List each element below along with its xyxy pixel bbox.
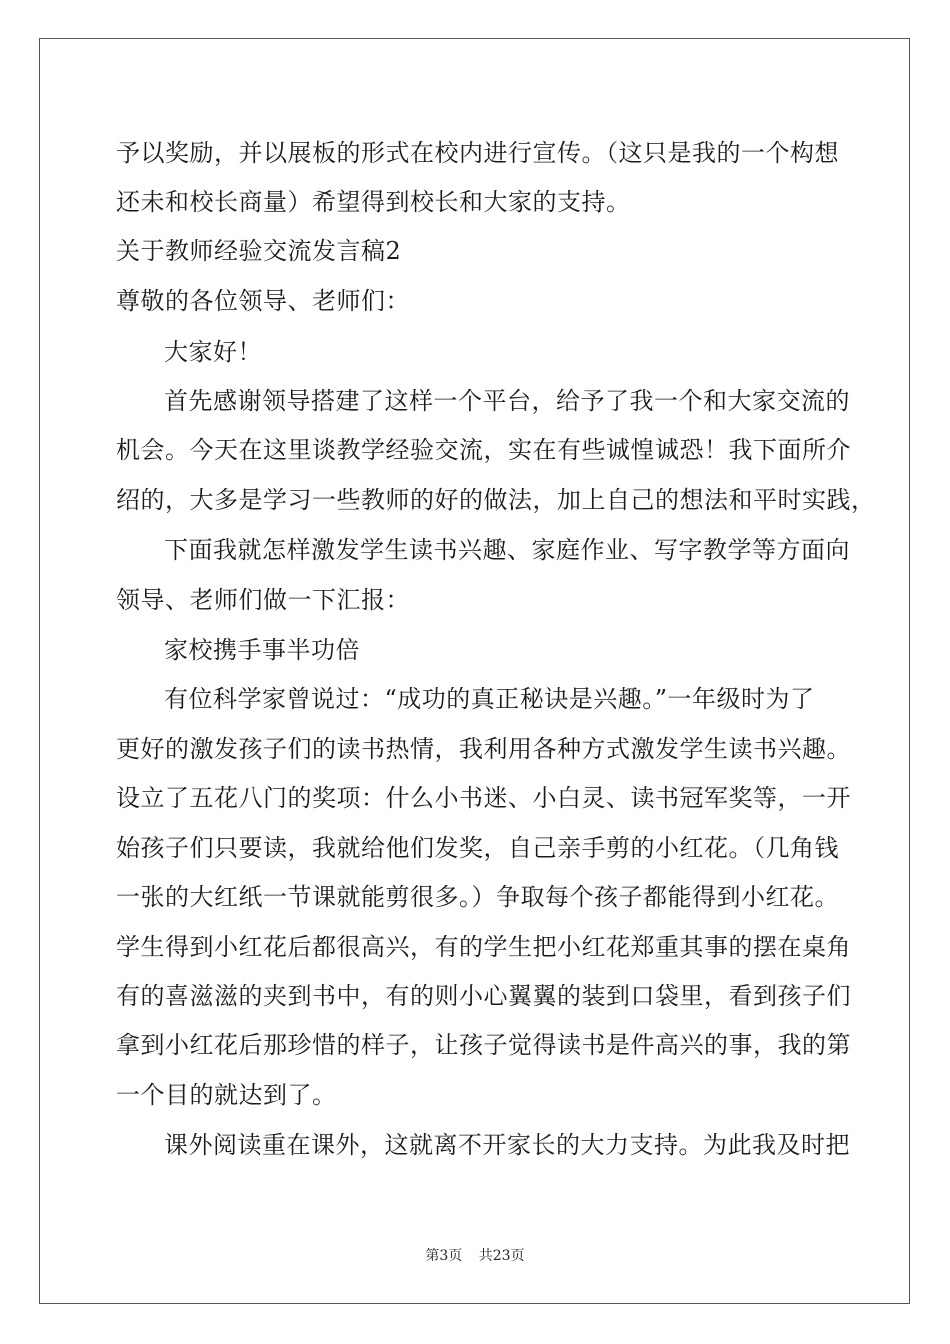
text-line: 予以奖励，并以展板的形式在校内进行宣传。（这只是我的一个构想 — [116, 139, 839, 167]
page-border — [39, 38, 910, 1304]
section-heading: 关于教师经验交流发言稿2 — [116, 237, 402, 265]
text-line: 拿到小红花后那珍惜的样子，让孩子觉得读书是件高兴的事，我的第 — [116, 1031, 851, 1059]
text-line: 有位科学家曾说过：“成功的真正秘诀是兴趣。”一年级时为了 — [164, 685, 815, 713]
text-line: 一个目的就达到了。 — [116, 1081, 337, 1109]
text-line: 绍的，大多是学习一些教师的好的做法，加上自己的想法和平时实践， — [116, 486, 876, 514]
greeting: 大家好！ — [164, 338, 262, 366]
page-number: 第3页 — [425, 1248, 463, 1264]
page-total: 共23页 — [478, 1248, 525, 1264]
text-line: 有的喜滋滋的夹到书中，有的则小心翼翼的装到口袋里，看到孩子们 — [116, 982, 851, 1010]
text-line: 下面我就怎样激发学生读书兴趣、家庭作业、写字教学等方面向 — [164, 536, 850, 564]
text-line: 设立了五花八门的奖项：什么小书迷、小白灵、读书冠军奖等，一开 — [116, 784, 851, 812]
text-line: 始孩子们只要读，我就给他们发奖，自己亲手剪的小红花。（几角钱 — [116, 834, 839, 862]
text-line: 首先感谢领导搭建了这样一个平台，给予了我一个和大家交流的 — [164, 387, 850, 415]
text-line: 还未和校长商量）希望得到校长和大家的支持。 — [116, 188, 631, 216]
text-line: 学生得到小红花后都很高兴，有的学生把小红花郑重其事的摆在桌角 — [116, 933, 851, 961]
text-line: 机会。今天在这里谈教学经验交流，实在有些诚惶诚恐！我下面所介 — [116, 436, 851, 464]
page-footer — [0, 1245, 950, 1265]
subheading: 家校携手事半功倍 — [164, 636, 360, 664]
text-line: 更好的激发孩子们的读书热情，我利用各种方式激发学生读书兴趣。 — [116, 735, 851, 763]
text-line: 领导、老师们做一下汇报： — [116, 586, 410, 614]
text-line: 课外阅读重在课外，这就离不开家长的大力支持。为此我及时把 — [164, 1131, 850, 1159]
text-line: 一张的大红纸一节课就能剪很多。）争取每个孩子都能得到小红花。 — [116, 883, 839, 911]
salutation: 尊敬的各位领导、老师们： — [116, 287, 410, 315]
